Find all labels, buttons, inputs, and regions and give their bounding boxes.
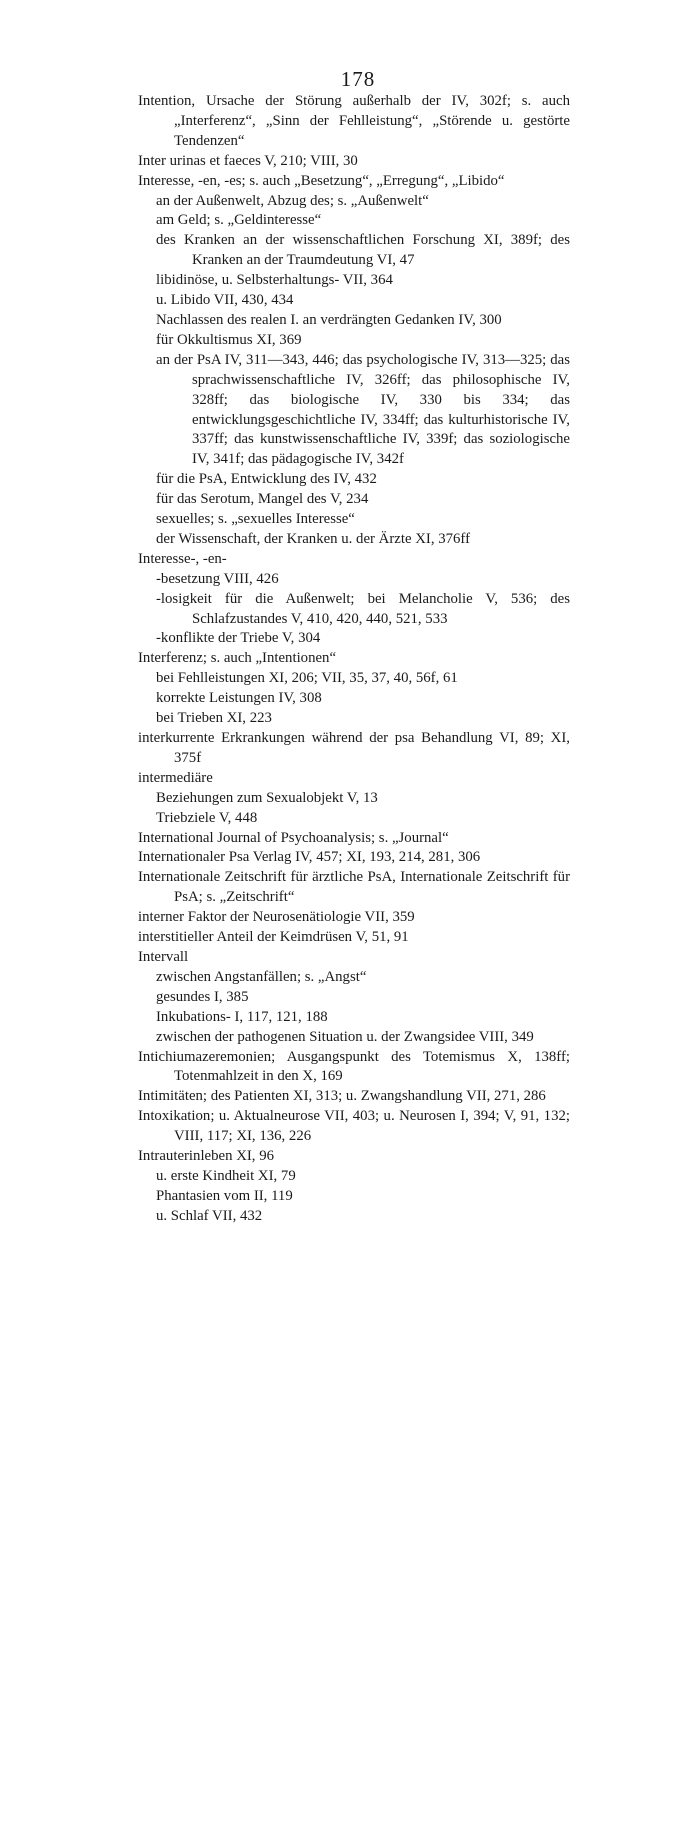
index-subentry: -konflikte der Triebe V, 304 [156,630,321,647]
index-subentry: zwischen der pathogenen Situation u. der Zwangsidee VIII, 349 [156,1028,534,1045]
index-entry: Internationaler Psa Verlag IV, 457; XI, 193, 214, 281, 306 [138,849,481,866]
page-number: 178 [340,67,376,91]
index-entry: Intention, Ursache der Störung außerhalb der IV, 302f; s. auch „Interferenz“, „Sinn der Fehlleistung“, „Störende u. gestörte Tendenzen“ [138,93,570,149]
index-subentry: an der Außenwelt, Abzug des; s. „Außenwelt“ [156,192,429,209]
index-entries [138,92,570,1227]
index-entry: Intoxikation; u. Aktualneurose VII, 403; u. Neurosen I, 394; V, 91, 132; VIII, 117; XI, 136, 226 [138,1108,570,1145]
index-subentry: Nachlassen des realen I. an verdrängten Gedanken IV, 300 [156,311,502,328]
index-entry: Intervall [138,948,189,965]
index-subentry: gesundes I, 385 [156,988,249,1005]
index-entry: Interesse-, -en- [138,550,227,567]
index-entry: Intichiumazeremonien; Ausgangspunkt des Totemismus X, 138ff; Totenmahlzeit in den X, 169 [138,1048,570,1085]
index-entry: interkurrente Erkrankungen während der psa Behandlung VI, 89; XI, 375f [138,730,570,766]
index-subentry: für Okkultismus XI, 369 [156,331,302,348]
index-subentry: -besetzung VIII, 426 [156,570,279,587]
index-entry: Interesse, -en, -es; s. auch „Besetzung“, „Erregung“, „Libido“ [138,172,505,189]
index-subentry: libidinöse, u. Selbsterhaltungs- VII, 364 [156,272,393,289]
index-subentry: an der PsA IV, 311—343, 446; das psychologische IV, 313—325; das sprachwissenschaftliche IV, 326ff; das philosophische IV, 328ff; das biologische IV, 330 bis 334; das entwicklungsgeschichtliche IV, 334ff; das kulturhistorische IV, 337ff; das kunstwissenschaftliche IV, 339f; das soziologische IV, 341f; das pädagogische IV, 342f [156,351,570,468]
index-entry: intermediäre [138,769,213,786]
index-subentry: zwischen Angstanfällen; s. „Angst“ [156,968,367,985]
index-subentry: bei Fehlleistungen XI, 206; VII, 35, 37, 40, 56f, 61 [156,670,458,687]
index-subentry: u. erste Kindheit XI, 79 [156,1167,296,1184]
index-subentry: des Kranken an der wissenschaftlichen Forschung XI, 389f; des Kranken an der Traumdeutung VI, 47 [156,232,570,269]
index-subentry: -losigkeit für die Außenwelt; bei Melancholie V, 536; des Schlafzustandes V, 410, 420, 440, 521, 533 [156,590,570,627]
index-subentry: Triebziele V, 448 [156,809,258,826]
index-subentry: der Wissenschaft, der Kranken u. der Ärzte XI, 376ff [156,530,470,547]
index-page [138,68,570,1227]
index-subentry: sexuelles; s. „sexuelles Interesse“ [156,511,355,528]
index-subentry: Inkubations- I, 117, 121, 188 [156,1008,328,1025]
index-entry: Intrauterinleben XI, 96 [138,1148,274,1165]
index-entry: interner Faktor der Neurosenätiologie VII, 359 [138,909,415,926]
index-entry: Interferenz; s. auch „Intentionen“ [138,650,337,667]
index-subentry: u. Schlaf VII, 432 [156,1207,263,1224]
index-subentry: u. Libido VII, 430, 434 [156,292,294,309]
index-entry: interstitieller Anteil der Keimdrüsen V, 51, 91 [138,929,409,946]
index-subentry: korrekte Leistungen IV, 308 [156,690,322,707]
index-entry: International Journal of Psychoanalysis; s. „Journal“ [138,829,449,846]
index-subentry: am Geld; s. „Geldinteresse“ [156,212,322,229]
index-subentry: für die PsA, Entwicklung des IV, 432 [156,471,377,488]
index-subentry: bei Trieben XI, 223 [156,710,272,727]
index-entry: Inter urinas et faeces V, 210; VIII, 30 [138,152,358,169]
index-entry: Internationale Zeitschrift für ärztliche PsA, Internationale Zeitschrift für PsA; s. „Zeitschrift“ [138,869,570,906]
index-subentry: Phantasien vom II, 119 [156,1187,293,1204]
index-subentry: für das Serotum, Mangel des V, 234 [156,491,369,508]
index-subentry: Beziehungen zum Sexualobjekt V, 13 [156,789,378,806]
index-entry: Intimitäten; des Patienten XI, 313; u. Zwangshandlung VII, 271, 286 [138,1088,546,1105]
